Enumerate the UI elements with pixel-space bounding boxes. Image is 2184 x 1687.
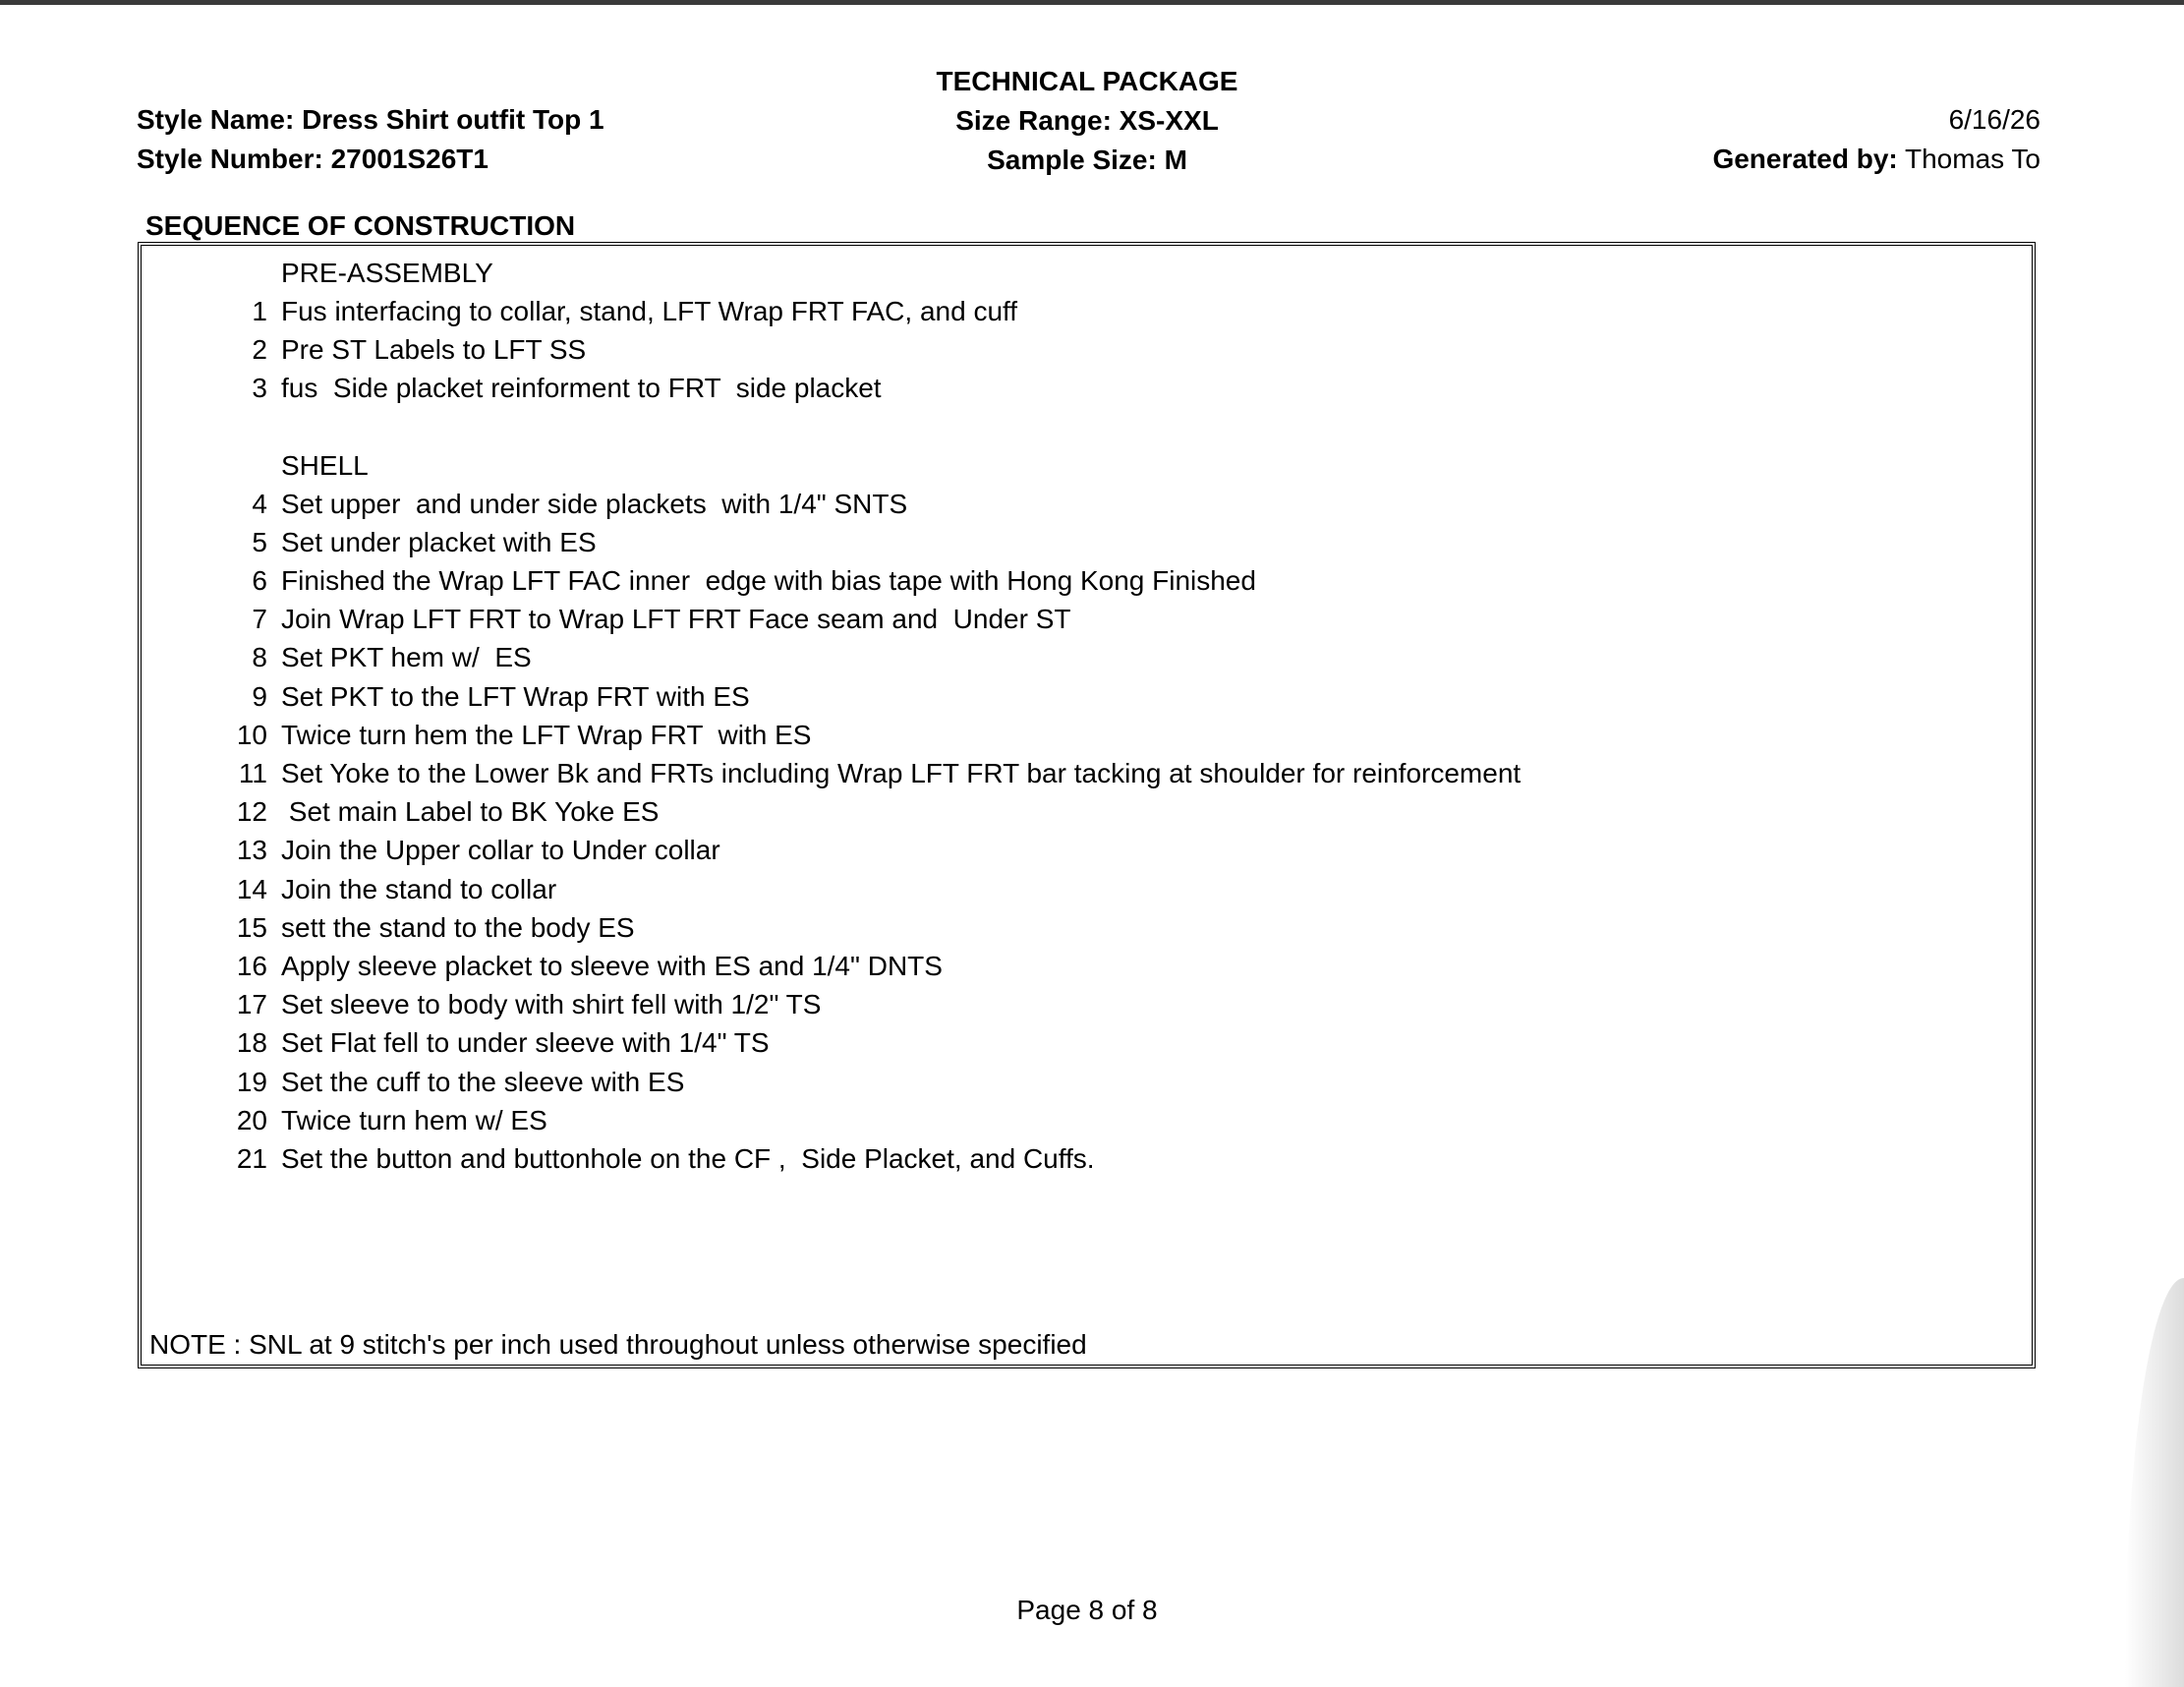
step-number: 2 [252, 333, 267, 365]
step-number: 1 [252, 295, 267, 326]
sample-size-value: M [1164, 145, 1187, 175]
step-text: Pre ST Labels to LFT SS [281, 333, 587, 365]
step-text: Set PKT hem w/ ES [281, 642, 532, 673]
page-title: TECHNICAL PACKAGE [936, 66, 1238, 96]
style-number-label: Style Number: [137, 144, 323, 174]
construction-row [142, 716, 2032, 754]
construction-row [142, 832, 2032, 870]
step-number: 3 [252, 373, 267, 404]
date: 6/16/26 [1948, 104, 2040, 135]
step-text: sett the stand to the body ES [281, 911, 635, 943]
construction-rows [142, 254, 2032, 1179]
construction-row [142, 523, 2032, 561]
step-text: Set the button and buttonhole on the CF , Side Placket, and Cuffs. [281, 1142, 1095, 1174]
step-text: Set Flat fell to under sleeve with 1/4" TS [281, 1027, 770, 1059]
construction-row [142, 1139, 2032, 1178]
step-text: Twice turn hem w/ ES [281, 1104, 547, 1135]
construction-row [142, 601, 2032, 639]
construction-row [142, 330, 2032, 369]
construction-row [142, 370, 2032, 408]
step-number: 12 [236, 796, 267, 828]
style-name-label: Style Name: [137, 104, 295, 135]
step-text: Join the stand to collar [281, 873, 557, 904]
step-text: SHELL [281, 449, 369, 481]
step-number: 11 [238, 758, 267, 789]
style-number-value: 27001S26T1 [330, 144, 489, 174]
step-text: Set upper and under side plackets with 1/4" SNTS [281, 488, 908, 519]
top-border [0, 0, 2184, 5]
construction-row [142, 947, 2032, 985]
construction-row [142, 292, 2032, 330]
step-number: 21 [236, 1142, 267, 1174]
construction-row [142, 1063, 2032, 1101]
construction-row [142, 908, 2032, 947]
generated-by-label: Generated by: [1712, 144, 1898, 174]
step-text: Finished the Wrap LFT FAC inner edge with bias tape with Hong Kong Finished [281, 565, 1256, 597]
note: NOTE : SNL at 9 stitch's per inch used throughout unless otherwise specified [149, 1329, 1087, 1360]
step-number: 7 [252, 604, 267, 635]
step-text: Join the Upper collar to Under collar [281, 835, 720, 866]
construction-row [142, 446, 2032, 485]
construction-row [142, 639, 2032, 677]
step-text: Set main Label to BK Yoke ES [281, 796, 660, 828]
generated-by-line [1712, 140, 2040, 179]
step-number: 18 [236, 1027, 267, 1059]
step-text: Set Yoke to the Lower Bk and FRTs including Wrap LFT FRT bar tacking at shoulder for reinforcement [281, 758, 1522, 789]
step-number: 9 [252, 680, 267, 712]
step-number: 4 [252, 488, 267, 519]
construction-row [142, 1024, 2032, 1063]
step-number: 15 [236, 911, 267, 943]
style-name-value: Dress Shirt outfit Top 1 [302, 104, 604, 135]
step-text: PRE-ASSEMBLY [281, 257, 493, 288]
size-range-value: XS-XXL [1119, 105, 1219, 136]
size-range-label: Size Range: [955, 105, 1112, 136]
construction-table [138, 242, 2036, 1368]
step-text: Set the cuff to the sleeve with ES [281, 1066, 685, 1097]
step-number: 20 [236, 1104, 267, 1135]
step-number: 19 [236, 1066, 267, 1097]
step-text: Fus interfacing to collar, stand, LFT Wrap FRT FAC, and cuff [281, 295, 1018, 326]
step-number: 6 [252, 565, 267, 597]
step-text: Twice turn hem the LFT Wrap FRT with ES [281, 719, 812, 750]
construction-row [142, 986, 2032, 1024]
generated-by-value: Thomas To [1905, 144, 2040, 174]
step-text: Apply sleeve placket to sleeve with ES and 1/4" DNTS [281, 950, 943, 981]
construction-row [142, 677, 2032, 716]
construction-row [142, 485, 2032, 523]
construction-row [142, 1101, 2032, 1139]
step-number: 13 [236, 835, 267, 866]
construction-row [142, 562, 2032, 601]
step-number: 14 [236, 873, 267, 904]
construction-row [142, 754, 2032, 792]
section-title: SEQUENCE OF CONSTRUCTION [145, 210, 576, 241]
header-right [1712, 100, 2040, 179]
step-text: fus Side placket reinforment to FRT side placket [281, 373, 882, 404]
construction-row [142, 870, 2032, 908]
page-number: Page 8 of 8 [1016, 1595, 1158, 1625]
construction-row [142, 793, 2032, 832]
step-number: 8 [252, 642, 267, 673]
construction-row [142, 408, 2032, 446]
step-text: Join Wrap LFT FRT to Wrap LFT FRT Face seam and Under ST [281, 604, 1071, 635]
step-text: Set under placket with ES [281, 526, 597, 557]
step-number: 5 [252, 526, 267, 557]
construction-row [142, 254, 2032, 292]
step-text: Set PKT to the LFT Wrap FRT with ES [281, 680, 750, 712]
step-number: 17 [236, 989, 267, 1020]
step-text: Set sleeve to body with shirt fell with 1/2" TS [281, 989, 822, 1020]
step-number: 10 [236, 719, 267, 750]
step-number: 16 [236, 950, 267, 981]
sample-size-label: Sample Size: [987, 145, 1157, 175]
